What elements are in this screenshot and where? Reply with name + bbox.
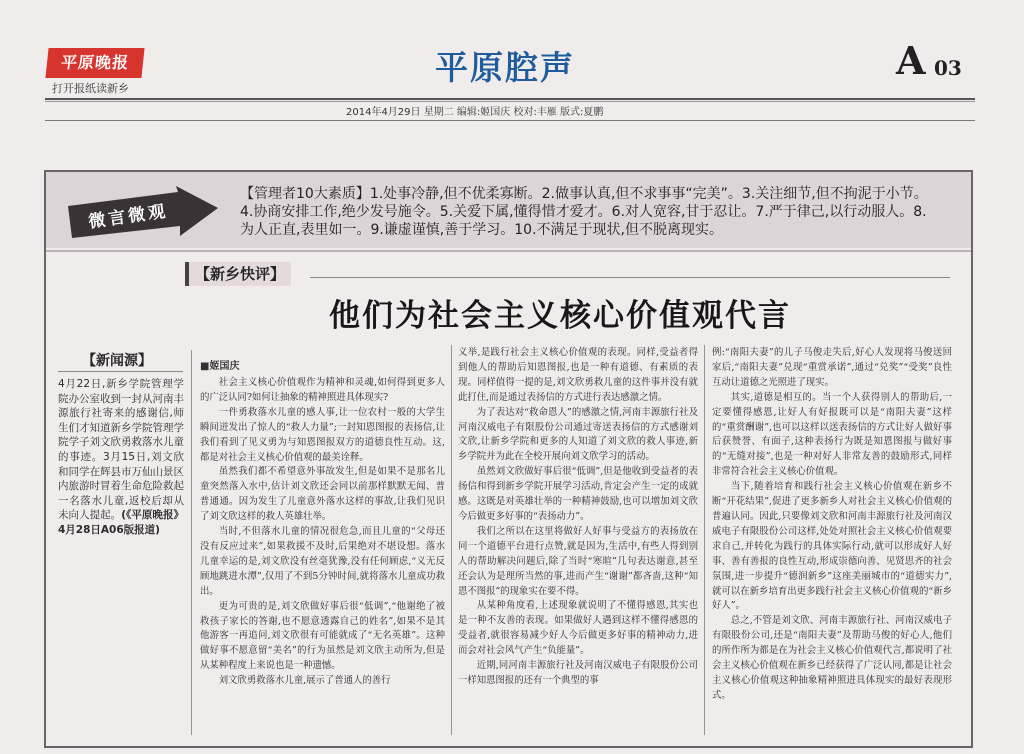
article-byline: ■姬国庆 (200, 361, 240, 372)
date-rule (45, 120, 975, 121)
article-paragraph: 近期,同河南丰源旅行社及河南汉威电子有限股份公司一样知恩图报的还有一个典型的事 (458, 660, 698, 686)
masthead-rule-thin (45, 101, 975, 102)
column-divider (704, 345, 705, 735)
article-paragraph: 义举,是践行社会主义核心价值观的表现。同样,受益者得到他人的帮助后知恩图报,也是一种有道德、有素质的表现。同样值得一提的是,刘文欣勇救儿童的这件事并没有就此打住,而是通过表扬信的方式进行表达感激之情。 (458, 347, 698, 403)
sidebar-text (58, 377, 184, 538)
article-paragraph: 一件勇救落水儿童的感人事,让一位农村一般的大学生瞬间迸发出了惊人的“救人力量”;一封知恩图报的表扬信,让我们看到了见义勇为与知恩图报双方的道德良性互动。这,都是对社会主义核心价值观的最美诠释。 (200, 406, 445, 463)
article-paragraph: 总之,不管是刘文欣、河南丰源旅行社、河南汉威电子有限股份公司,还是“南阳夫妻”及帮助马俊的好心人,他们的所作所为都是在为社会主义核心价值观代言,都说明了社会主义核心价值观在新乡已经获得了广泛认同,都是让社会主义核心价值观这种抽象精神照进具体现实的最好表现形式。 (712, 615, 952, 701)
column-divider (451, 345, 452, 735)
article-paragraph: 为了表达对“救命恩人”的感激之情,河南丰源旅行社及河南汉威电子有限股份公司通过寄送表扬信的方式感谢刘文欣,让新乡学院和更多的人知道了刘文欣的救人事迹,新乡学院并为此在全校开展向刘文欣学习的活动。 (458, 406, 698, 463)
article-paragraph: 其实,道德是相互的。当一个人获得别人的帮助后,一定要懂得感恩,让好人有好报既可以是“南阳夫妻”这样的“重赏酬谢”,也可以这样以送表扬信的方式让好人做好事后获赞誉、有面子,这种表扬行为既是知恩图报与做好事的“无缝对接”,也是一种对好人非常友善的鼓励形式,同样非常符合社会主义核心价值观。 (712, 391, 952, 478)
section-title: 平原腔声 (435, 48, 575, 87)
article-paragraph: 刘文欣勇救落水儿童,展示了普通人的善行 (218, 675, 391, 687)
article-paragraph: 社会主义核心价值观作为精神和灵魂,如何得到更多人的广泛认同?如何让抽象的精神照进具体现实? (200, 377, 445, 403)
article-column-2 (458, 346, 698, 736)
sidebar-heading: 【新闻源】 (82, 353, 152, 369)
article-paragraph: 从某种角度看,上述现象就说明了不懂得感恩,其实也是一种不友善的表现。如果做好人遇到这样不懂得感恩的受益者,就很容易减少好人今后做更多好事的精神动力,进而会对社会风气产生“负能量”。 (458, 600, 698, 657)
kicker-rule (310, 277, 950, 278)
column-divider (191, 350, 192, 735)
date-editor-line: 2014年4月29日 星期二 编辑:姬国庆 校对:丰雁 版式:夏鹏 (346, 107, 604, 118)
article-paragraph: 我们之所以在这里将做好人好事与受益方的表扬放在同一个道德平台进行点赞,就是因为,生活中,有些人得到别人的帮助解决问题后,除了当时“寒暄”几句表达谢意,甚至还会认为是理所当然的事,进而产生“谢谢”都吝啬,这种“知恩不图报”的现象实在要不得。 (458, 525, 698, 597)
banner-separator (46, 250, 971, 252)
article-headline: 他们为社会主义核心价值观代言 (329, 298, 791, 334)
banner-label: 微言微观 (87, 201, 170, 233)
banner-text: 【管理者10大素质】1.处事冷静,但不优柔寡断。2.做事认真,但不求事事“完美”。3.关注细节,但不拘泥于小节。4.协商安排工作,绝少发号施令。5.关爱下属,懂得惜才爱才。6.对人宽容,甘于忍让。7.严于律己,以行动服人。8.为人正直,表里如一。9.谦虚谨慎,善于学习。10.不满足于现状,但不脱离现实。 (240, 186, 928, 238)
sidebar-source: (《平原晚报》4月28日A06版报道) (58, 509, 184, 536)
article-paragraph: 当下,随着培育和践行社会主义核心价值观在新乡不断“开花结果”,促进了更多新乡人对社会主义核心价值观的普遍认同。因此,只要像刘文欣和河南丰源旅行社及河南汉威电子有限股份公司这样,处处对照社会主义核心价值观要求自己,并转化为践行的具体实际行动,就可以形成好人好事、善有善报的良性互动,形成崇德向善、见贤思齐的社会氛围,进一步提升“德润新乡”这座美丽城市的“道德实力”,就可以在新乡培育出更多践行社会主义核心价值观的“新乡好人”。 (712, 481, 952, 612)
newspaper-tagline: 打开报纸读新乡 (52, 82, 129, 95)
article-paragraph: 虽然刘文欣做好事后很“低调”,但是他收到受益者的表扬信和得到新乡学院开展学习活动,肯定会产生一定的成就感。这既是对英雄壮举的一种精神鼓励,也可以增加刘文欣今后做更多好事的“表扬动力”。 (458, 466, 698, 522)
article-paragraph: 虽然我们都不希望意外事故发生,但是如果不是那名儿童突然落入水中,估计刘文欣还会同以前那样默默无闻、普普通通。因为发生了儿童意外落水这样的事故,让我们见识了刘文欣这样的救人英雄壮举。 (200, 466, 445, 523)
sidebar-rule (58, 371, 183, 372)
article-paragraph: 当时,不但落水儿童的情况很危急,而且儿童的“父母还没有反应过来”,如果救援不及时,后果绝对不堪设想。落水儿童幸运的是,刘文欣没有丝毫犹豫,没有任何顾虑,“义无反顾地跳进水潭”,仅用了不到5分钟时间,就将落水儿童成功救出。 (200, 526, 445, 597)
sidebar-body: 4月22日,新乡学院管理学院办公室收到一封从河南丰源旅行社寄来的感谢信,师生们才知道新乡学院管理学院学子刘文欣勇救落水儿童的事迹。3月15日,刘文欣和同学在辉县市万仙山景区内旅游时冒着生命危险救起一名落水儿童,返校后却从未向人提起。 (58, 378, 184, 522)
article-paragraph: 更为可贵的是,刘文欣做好事后很“低调”,“他谢绝了被救孩子家长的答谢,也不愿意透露自己的姓名”,如果不是其他游客一再追问,刘文欣很有可能就成了“无名英雄”。这种做好事不愿意留“美名”的行为虽然是刘文欣主动所为,但是从某种程度上来说也是一种遗憾。 (200, 600, 445, 672)
article-column-1 (200, 376, 445, 736)
article-paragraph: 例:“南阳夫妻”的儿子马俊走失后,好心人发现将马俊送回家后,“南阳夫妻”兑现“重赏承诺”,通过“兑奖”“受奖”良性互动让道德之光照进了现实。 (712, 347, 952, 388)
newspaper-logo: 平原晚报 (45, 48, 144, 78)
article-column-3 (712, 346, 952, 736)
page-number: 03 (934, 56, 962, 80)
column-kicker: 【新乡快评】 (185, 262, 291, 286)
masthead-rule (45, 98, 975, 100)
page-letter: A (896, 38, 926, 83)
